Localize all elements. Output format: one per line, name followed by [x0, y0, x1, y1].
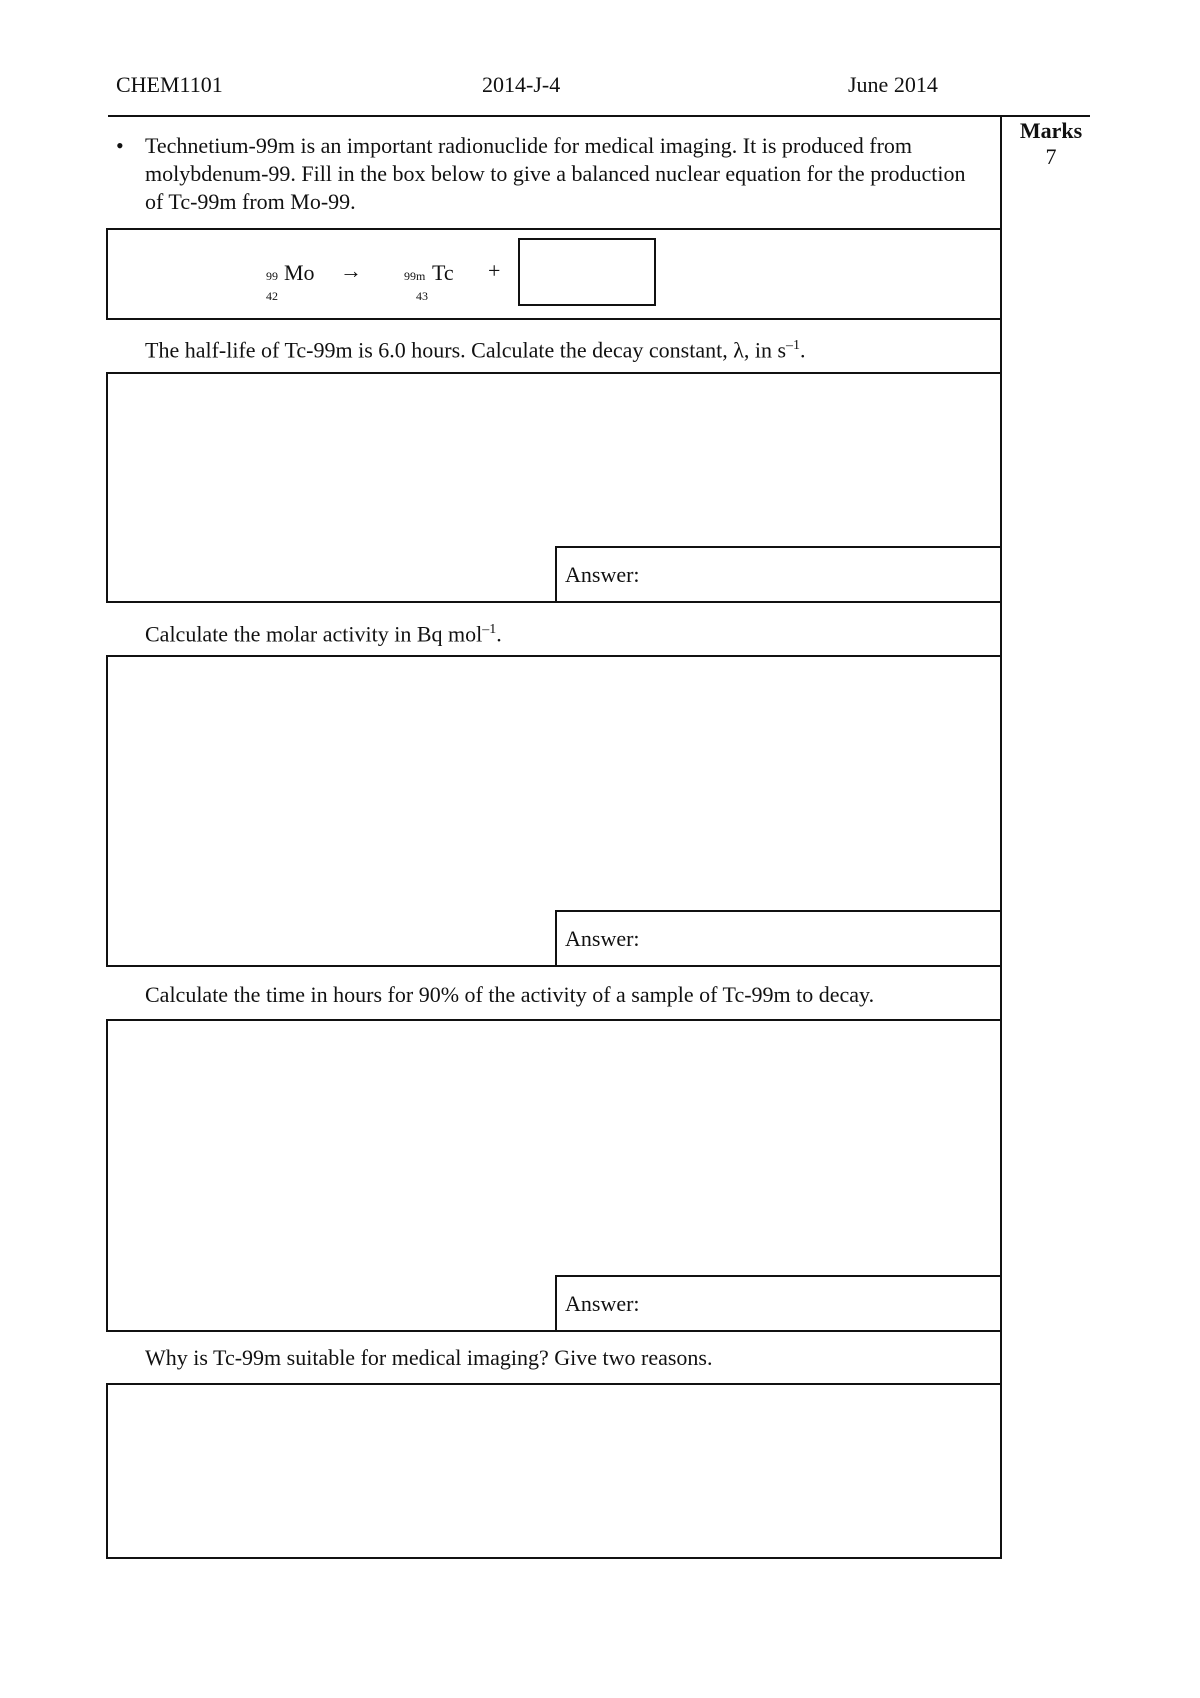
marks-label: Marks	[1019, 118, 1083, 143]
reactant-atomic: 42	[266, 289, 278, 303]
equation-answer-box[interactable]	[518, 238, 656, 306]
question-4-work-box[interactable]	[106, 1383, 1002, 1559]
product-symbol: Tc	[432, 260, 454, 285]
question-3-answer-label: Answer:	[565, 1291, 640, 1316]
intro-text: Technetium-99m is an important radionuclide for medical imaging. It is produced from molybdenum-99. Fill in the box below to give a balanced nuclear equation for the production of Tc-99m from Mo-99.	[145, 133, 966, 214]
question-1-text: The half-life of Tc-99m is 6.0 hours. Calculate the decay constant, λ, in $s^{-1}$.	[145, 337, 806, 363]
product-mass: 99m	[404, 269, 426, 283]
plus-sign: +	[488, 258, 501, 283]
reactant-mass: 99	[266, 269, 278, 283]
question-1-answer-label: Answer:	[565, 562, 640, 587]
reactant-symbol: Mo	[284, 260, 315, 285]
marks-value: 7	[1045, 144, 1057, 169]
question-2-text: Calculate the molar activity in Bq mol$^{-1}$.	[145, 621, 502, 647]
question-4-text: Why is Tc-99m suitable for medical imaging? Give two reasons.	[145, 1345, 713, 1370]
product-nuclide	[404, 260, 454, 303]
product-atomic: 43	[416, 289, 428, 303]
exam-date: June 2014	[848, 72, 938, 97]
bullet: •	[116, 133, 124, 158]
question-2-answer-label: Answer:	[565, 926, 640, 951]
question-3-text: Calculate the time in hours for 90% of the activity of a sample of Tc-99m to decay.	[145, 982, 875, 1007]
exam-code: 2014-J-4	[482, 72, 561, 97]
header-rule	[108, 115, 1090, 117]
marks-column	[1006, 118, 1096, 170]
course-code: CHEM1101	[116, 72, 223, 97]
reaction-arrow: →	[340, 258, 362, 283]
reactant-nuclide	[266, 260, 315, 303]
